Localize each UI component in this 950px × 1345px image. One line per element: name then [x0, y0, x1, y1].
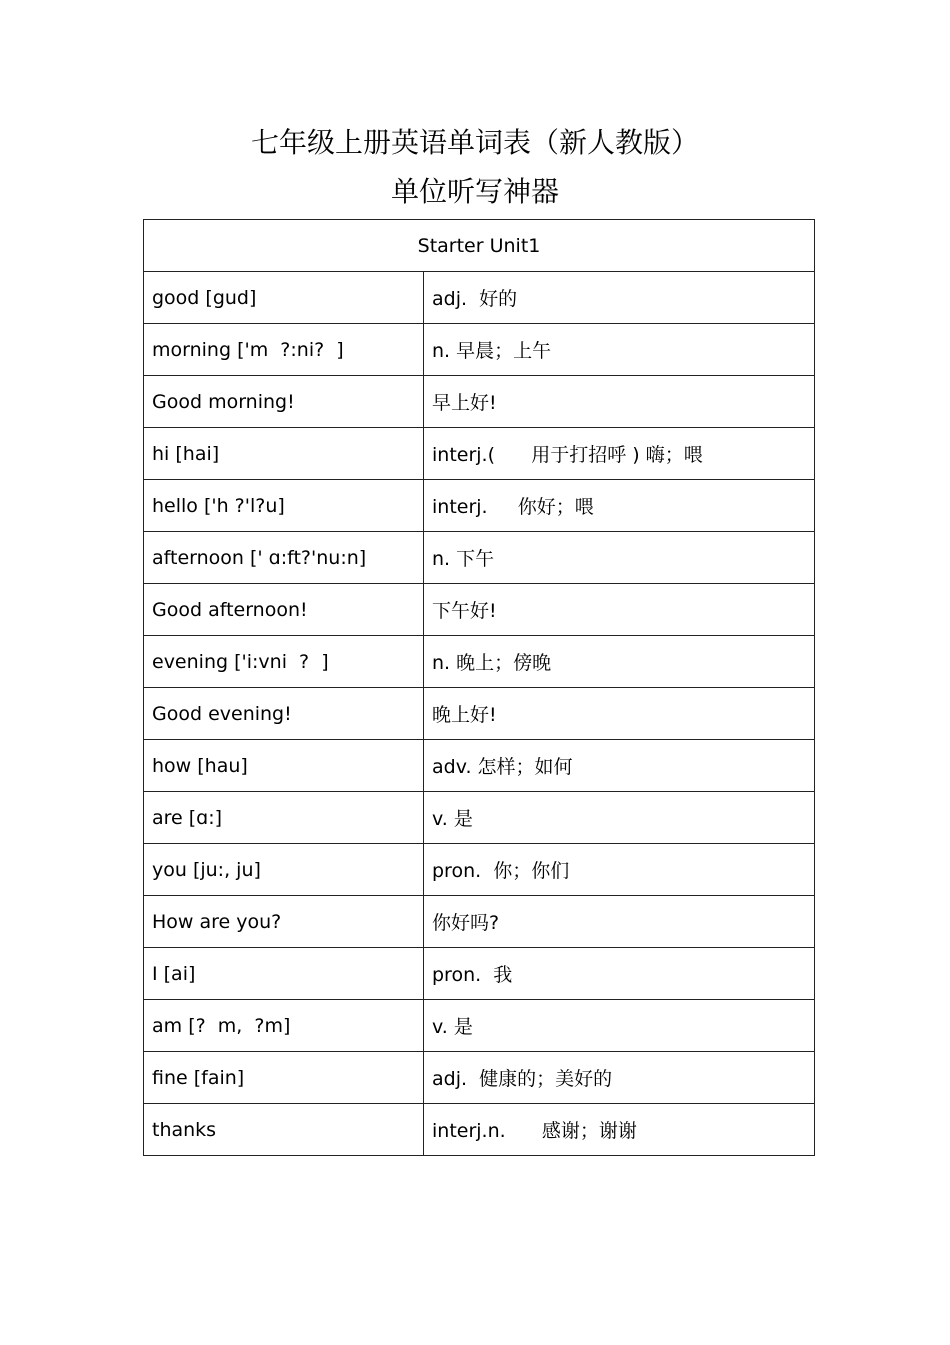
- meaning-cell: 你好吗?: [424, 896, 815, 948]
- table-row: [144, 584, 815, 636]
- meaning-cell: 下午好!: [424, 584, 815, 636]
- meaning-cell: interj. 你好；喂: [424, 480, 815, 532]
- meaning-cell: adj. 健康的；美好的: [424, 1052, 815, 1104]
- table-row: [144, 376, 815, 428]
- meaning-cell: pron. 我: [424, 948, 815, 1000]
- meaning-cell: n. 早晨；上午: [424, 324, 815, 376]
- word-cell: hi [hai]: [144, 428, 424, 480]
- meaning-cell: 早上好!: [424, 376, 815, 428]
- meaning-cell: v. 是: [424, 792, 815, 844]
- unit-header: Starter Unit1: [144, 220, 815, 272]
- word-cell: Good morning!: [144, 376, 424, 428]
- table-row: [144, 792, 815, 844]
- word-cell: am [? m, ?m]: [144, 1000, 424, 1052]
- word-cell: fine [fain]: [144, 1052, 424, 1104]
- word-cell: afternoon [' ɑ:ft?'nu:n]: [144, 532, 424, 584]
- word-cell: Good afternoon!: [144, 584, 424, 636]
- meaning-cell: adv. 怎样；如何: [424, 740, 815, 792]
- word-cell: evening ['i:vni ? ]: [144, 636, 424, 688]
- table-row: [144, 480, 815, 532]
- table-row: [144, 844, 815, 896]
- meaning-cell: n. 下午: [424, 532, 815, 584]
- table-header-row: [144, 220, 815, 272]
- meaning-cell: adj. 好的: [424, 272, 815, 324]
- table-row: [144, 272, 815, 324]
- meaning-cell: n. 晚上；傍晚: [424, 636, 815, 688]
- table-row: [144, 636, 815, 688]
- word-cell: good [gud]: [144, 272, 424, 324]
- meaning-cell: pron. 你；你们: [424, 844, 815, 896]
- word-cell: How are you?: [144, 896, 424, 948]
- meaning-cell: v. 是: [424, 1000, 815, 1052]
- vocabulary-table: [143, 219, 815, 1156]
- meaning-cell: 晚上好!: [424, 688, 815, 740]
- word-cell: how [hau]: [144, 740, 424, 792]
- table-row: [144, 688, 815, 740]
- table-row: [144, 324, 815, 376]
- table-row: [144, 1052, 815, 1104]
- document-title: 七年级上册英语单词表（新人教版）: [250, 126, 699, 159]
- word-cell: thanks: [144, 1104, 424, 1156]
- word-cell: are [ɑ:]: [144, 792, 424, 844]
- table-row: [144, 896, 815, 948]
- table-row: [144, 740, 815, 792]
- table-row: [144, 532, 815, 584]
- meaning-cell: interj.n. 感谢；谢谢: [424, 1104, 815, 1156]
- table-row: [144, 1000, 815, 1052]
- table-row: [144, 1104, 815, 1156]
- document-subtitle: 单位听写神器: [390, 175, 559, 208]
- word-cell: I [ai]: [144, 948, 424, 1000]
- table-row: [144, 428, 815, 480]
- word-cell: you [ju:, ju]: [144, 844, 424, 896]
- meaning-cell: interj.( 用于打招呼 ) 嗨；喂: [424, 428, 815, 480]
- word-cell: Good evening!: [144, 688, 424, 740]
- word-cell: hello ['h ?'l?u]: [144, 480, 424, 532]
- table-row: [144, 948, 815, 1000]
- word-cell: morning ['m ?:ni? ]: [144, 324, 424, 376]
